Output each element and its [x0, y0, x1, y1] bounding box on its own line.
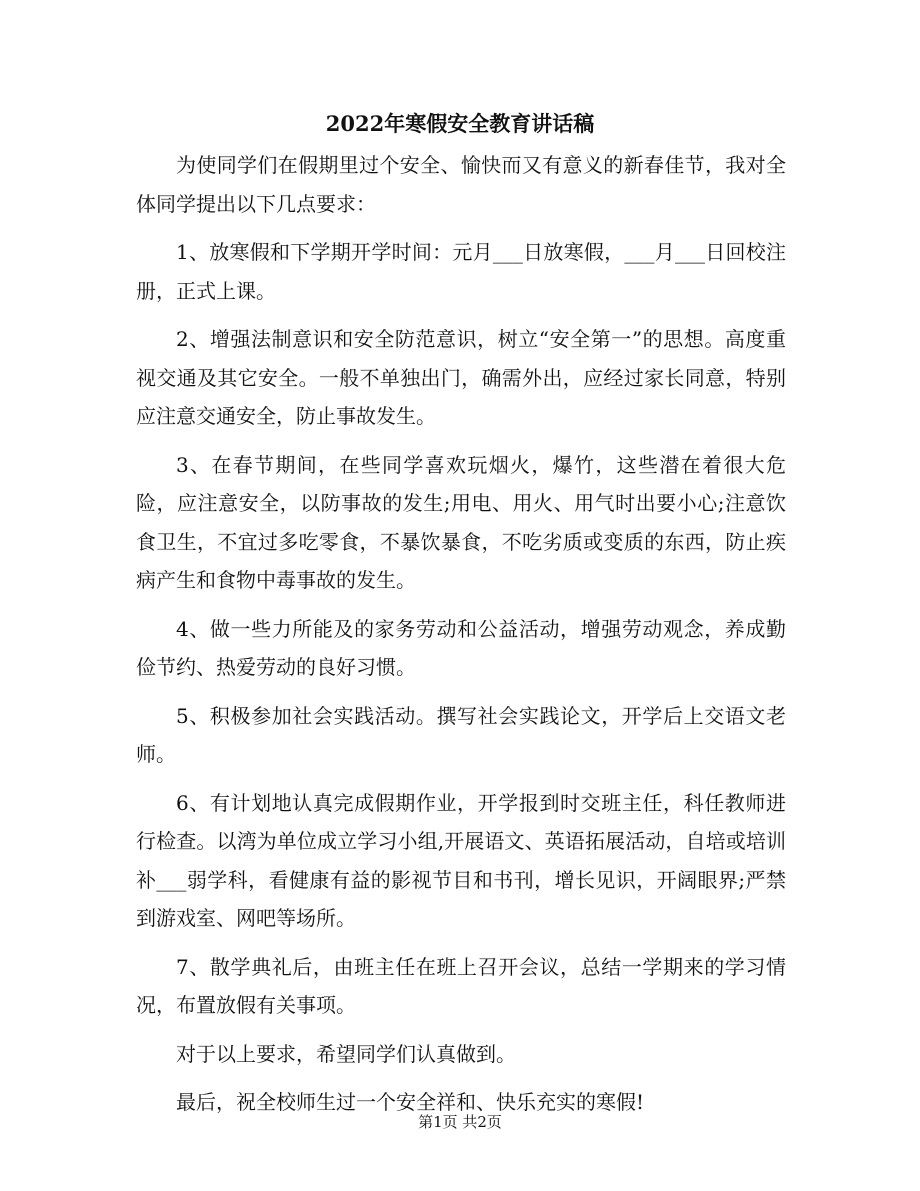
- paragraph-item-2: 2、增强法制意识和安全防范意识，树立“安全第一”的思想。高度重视交通及其它安全。一般不单独出门，确需外出，应经过家长同意，特别应注意交通安全，防止事故发生。: [136, 327, 786, 428]
- paragraph-item-5: 5、积极参加社会实践活动。撰写社会实践论文，开学后上交语文老师。: [136, 703, 786, 766]
- paragraph-item-4: 4、做一些力所能及的家务劳动和公益活动，增强劳动观念，养成勤俭节约、热爱劳动的良好习惯。: [136, 616, 786, 679]
- paragraph-item-6: 6、有计划地认真完成假期作业，开学报到时交班主任，科任教师进行检查。以湾为单位成立学习小组,开展语文、英语拓展活动，自培或培训补___弱学科，看健康有益的影视节目和书刊，增长见识，开阔眼界;严禁到游戏室、网吧等场所。: [136, 790, 786, 930]
- paragraph-item-7: 7、散学典礼后，由班主任在班上召开会议，总结一学期来的学习情况，布置放假有关事项。: [136, 954, 786, 1017]
- paragraph-item-3: 3、在春节期间，在些同学喜欢玩烟火，爆竹，这些潜在着很大危险，应注意安全，以防事故的发生;用电、用火、用气时出要小心;注意饮食卫生，不宜过多吃零食，不暴饮暴食，不吃劣质或变质的东西，防止疾病产生和食物中毒事故的发生。: [136, 452, 786, 592]
- paragraph-closing: 最后，祝全校师生过一个安全祥和、快乐充实的寒假!: [176, 1090, 645, 1114]
- document-body: [136, 146, 786, 1132]
- paragraph-item-1: 1、放寒假和下学期开学时间：元月___日放寒假，___月___日回校注册，正式上课。: [136, 240, 786, 303]
- document-title: 2022年寒假安全教育讲话稿: [325, 111, 595, 136]
- page-number: 第1页 共2页: [418, 1113, 502, 1131]
- paragraph-request: 对于以上要求，希望同学们认真做到。: [176, 1041, 516, 1066]
- paragraph-intro: 为使同学们在假期里过个安全、愉快而又有意义的新春佳节，我对全体同学提出以下几点要求：: [136, 153, 786, 216]
